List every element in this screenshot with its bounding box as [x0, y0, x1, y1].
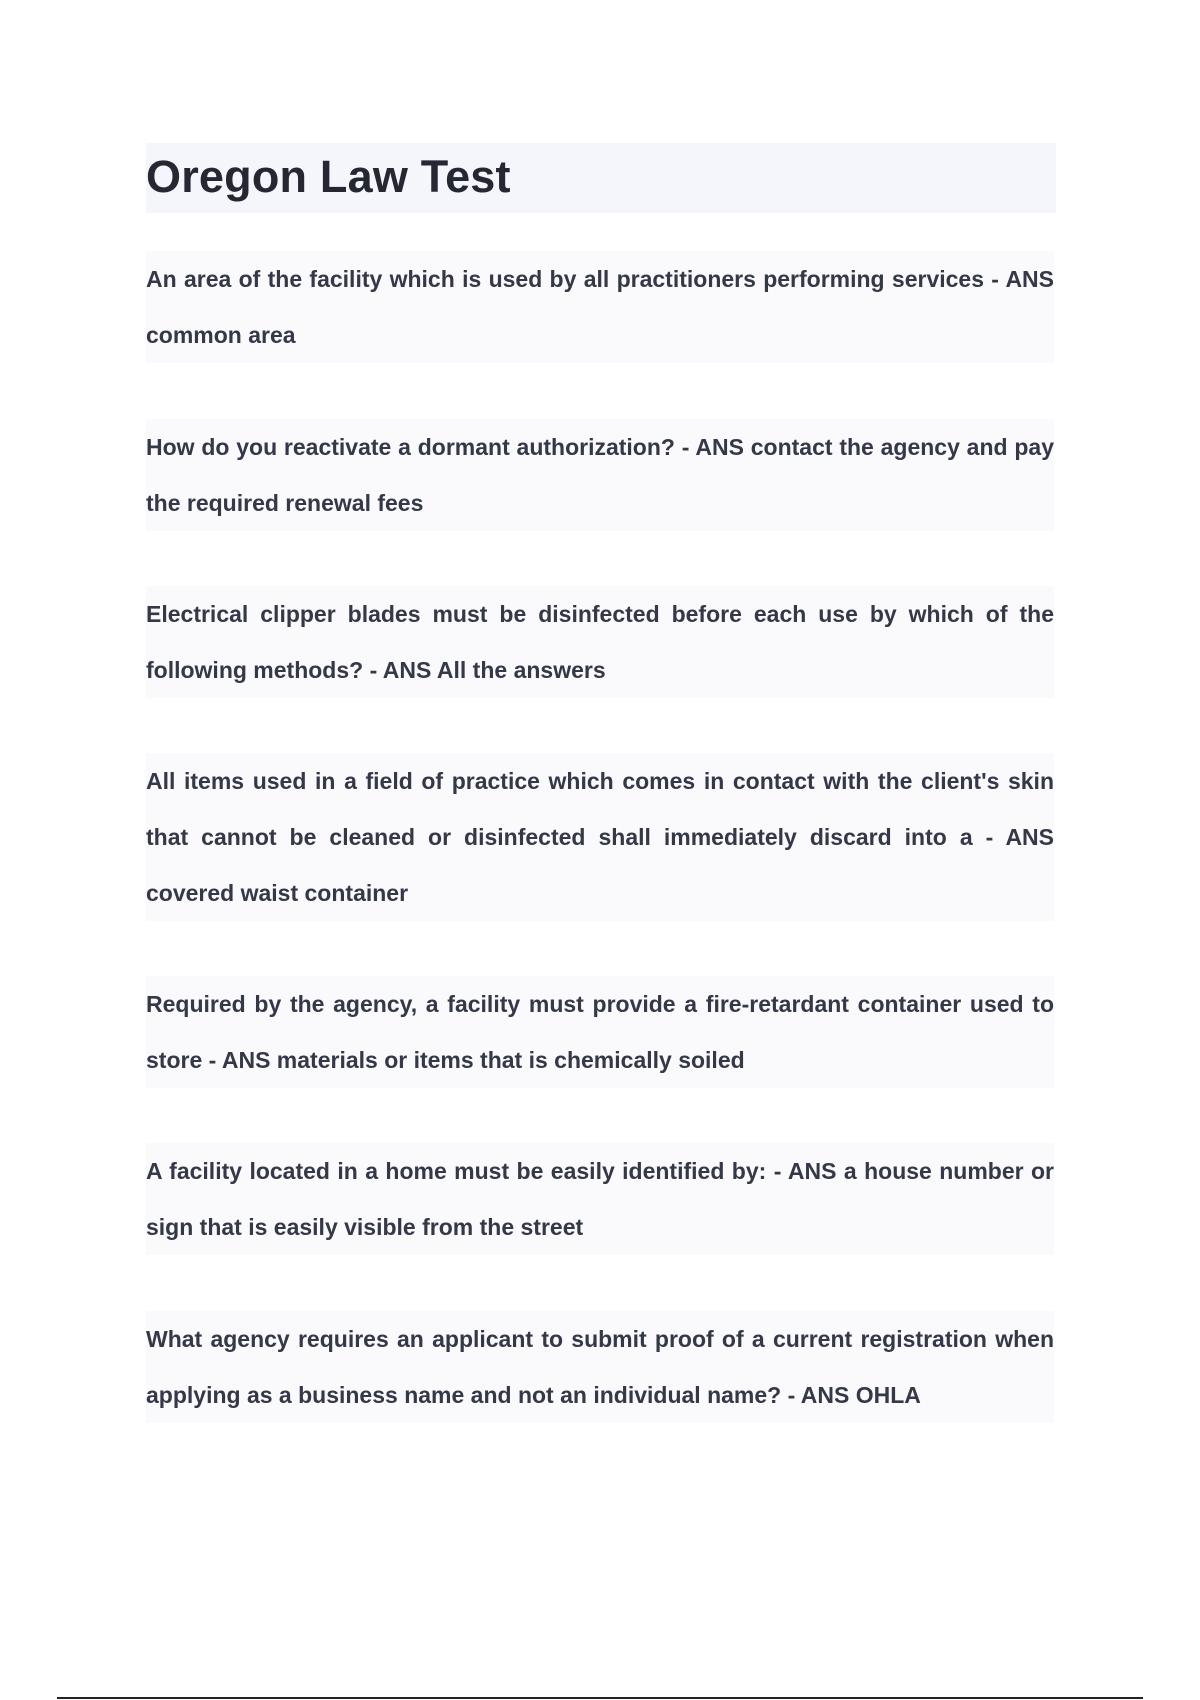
title-banner	[146, 143, 1056, 213]
question-text: A facility located in a home must be easily identified by: -	[146, 1158, 782, 1184]
answer-text: ANS covered waist container	[146, 824, 1054, 906]
footer-divider	[57, 1697, 1143, 1699]
answer-text: ANS OHLA	[800, 1382, 921, 1408]
answer-text: ANS a house number or sign that is easily visible from the street	[146, 1158, 1054, 1240]
qa-item	[146, 1311, 1054, 1423]
question-text: An area of the facility which is used by all practitioners performing services -	[146, 266, 999, 292]
question-text: Electrical clipper blades must be disinfected before each use by which of the following methods? -	[146, 601, 1054, 683]
question-text: Required by the agency, a facility must provide a fire-retardant container used to store -	[146, 991, 1054, 1073]
question-text: All items used in a field of practice which comes in contact with the client's skin that cannot be cleaned or disinfected shall immediately discard into a -	[146, 768, 1054, 850]
qa-item	[146, 976, 1054, 1088]
question-text: What agency requires an applicant to submit proof of a current registration when applying as a business name and not an individual name? -	[146, 1326, 1054, 1408]
qa-item	[146, 1143, 1054, 1255]
answer-text: ANS materials or items that is chemically soiled	[221, 1047, 745, 1073]
answer-text: ANS contact the agency and pay the required renewal fees	[146, 434, 1055, 516]
qa-item	[146, 251, 1054, 363]
answer-text: ANS common area	[146, 266, 1054, 348]
qa-item	[146, 586, 1054, 698]
page-title: Oregon Law Test	[146, 151, 511, 202]
qa-item	[146, 753, 1054, 921]
answer-text: ANS All the answers	[382, 657, 606, 683]
qa-item	[146, 419, 1054, 531]
question-text: How do you reactivate a dormant authorization? -	[146, 434, 690, 460]
